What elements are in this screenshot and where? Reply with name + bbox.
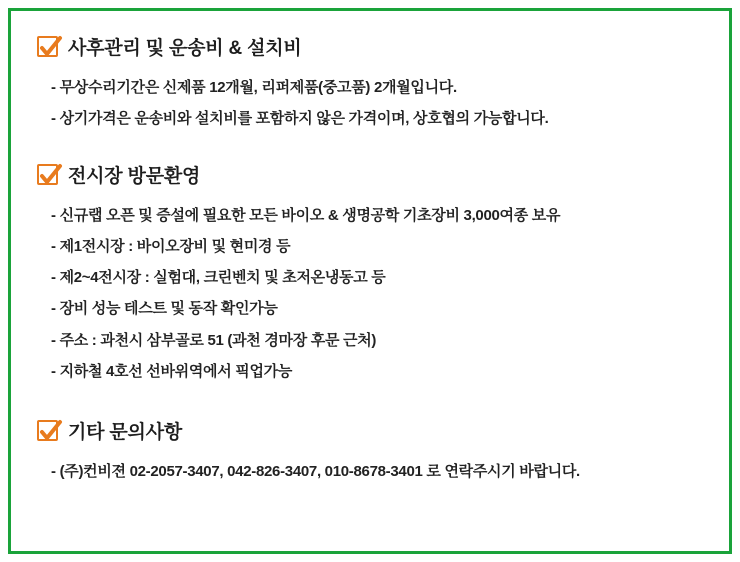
list-item: - 상기가격은 운송비와 설치비를 포함하지 않은 가격이며, 상호협의 가능합니다. <box>51 110 549 128</box>
list-item: - 제2~4전시장 : 실험대, 크린벤치 및 초저온냉동고 등 <box>51 269 386 286</box>
section-showroom-visit <box>37 161 703 388</box>
list-item: - 제1전시장 : 바이오장비 및 현미경 등 <box>51 237 291 255</box>
check-box-icon <box>37 36 58 57</box>
section-other-inquiries <box>37 417 703 487</box>
list-item: - 무상수리기간은 신제품 12개월, 리퍼제품(중고품) 2개월입니다. <box>51 79 457 96</box>
section-title: 사후관리 및 운송비 & 설치비 <box>68 38 302 59</box>
section-spacer <box>37 139 703 161</box>
section-title: 전시장 방문환영 <box>68 165 201 187</box>
section-line-list <box>37 456 703 487</box>
section-header <box>37 33 703 60</box>
section-after-service <box>37 33 703 135</box>
check-box-icon <box>37 420 58 441</box>
check-box-icon <box>37 164 58 185</box>
section-spacer <box>37 391 703 417</box>
bordered-content-frame <box>8 8 732 554</box>
list-item: - 신규랩 오픈 및 증설에 필요한 모든 바이오 & 생명공학 기초장비 3,000여종 보유 <box>51 206 561 224</box>
section-line-list <box>37 200 703 388</box>
section-title: 기타 문의사항 <box>68 422 183 443</box>
list-item: - (주)컨비젼 02-2057-3407, 042-826-3407, 010-8678-3401 로 연락주시기 바랍니다. <box>51 463 580 480</box>
list-item: - 주소 : 과천시 삼부골로 51 (과천 경마장 후문 근처) <box>51 331 377 349</box>
section-line-list <box>37 72 703 135</box>
list-item: - 지하철 4호선 선바위역에서 픽업가능 <box>51 362 293 380</box>
list-item: - 장비 성능 테스트 및 동작 확인가능 <box>51 300 278 318</box>
section-header <box>37 417 703 444</box>
section-header <box>37 161 703 188</box>
